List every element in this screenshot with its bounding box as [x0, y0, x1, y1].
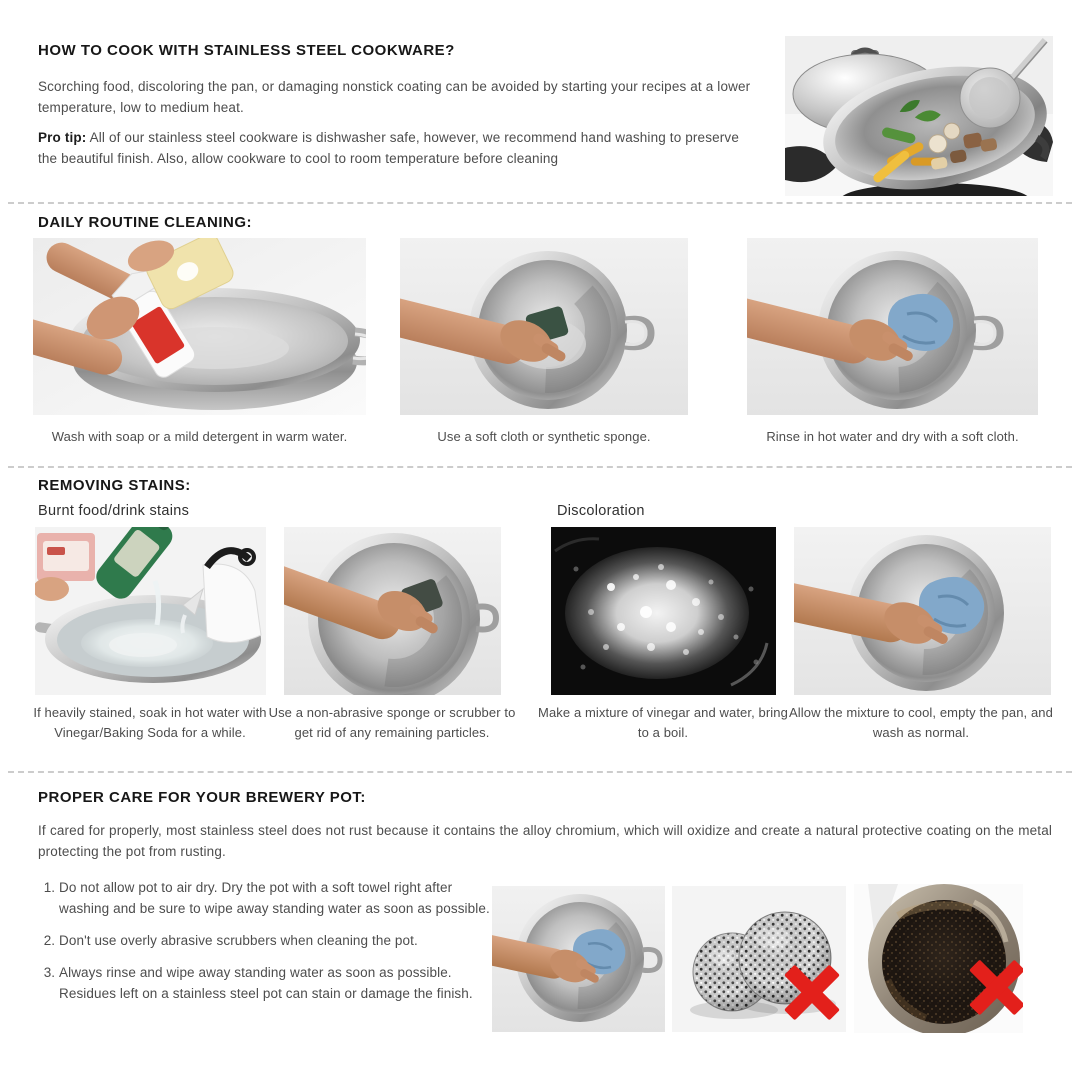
boiling-water-illustration: [551, 527, 776, 695]
care-list-item-2: 2. Don't use overly abrasive scrubbers when cleaning the pot.: [59, 931, 494, 952]
section-heading-daily-cleaning: DAILY ROUTINE CLEANING:: [38, 214, 253, 231]
subheading-burnt-stains: Burnt food/drink stains: [38, 503, 190, 519]
photo-wok-stirfry: [785, 36, 1053, 196]
section-heading-how-to-cook: HOW TO COOK WITH STAINLESS STEEL COOKWARE?: [38, 42, 455, 59]
photo-soak-vinegar: [35, 527, 266, 695]
subheading-discoloration: Discoloration: [557, 503, 645, 519]
caption-soft-sponge: Use a soft cloth or synthetic sponge.: [437, 429, 651, 444]
caption-soak-vinegar: If heavily stained, soak in hot water with Vinegar/Baking Soda for a while.: [33, 705, 267, 740]
care-instructions-list: [42, 878, 494, 1016]
caption-wash-soap: Wash with soap or a mild detergent in warm water.: [51, 429, 348, 444]
photo-steel-wool-scrubbers: [672, 886, 846, 1032]
care-list-item-3: 3. Always rinse and wipe away standing water as soon as possible. Residues left on a stainless steel pot can stain or damage the finish.: [59, 963, 494, 1005]
dashed-divider: [8, 466, 1072, 468]
photo-dry-with-towel: [492, 886, 665, 1032]
dashed-divider: [8, 202, 1072, 204]
pan-scrub-illustration: [284, 527, 501, 695]
caption-scrub-particles: Use a non-abrasive sponge or scrubber to get rid of any remaining particles.: [268, 705, 516, 740]
caption-boil-mixture: Make a mixture of vinegar and water, bring to a boil.: [538, 705, 788, 740]
red-x-icon: [784, 964, 840, 1020]
proper-care-paragraph: If cared for properly, most stainless steel does not rust because it contains the alloy chromium, which will oxidize and create a natural protective coating on the metal protecting the pot from rusting.: [38, 823, 1052, 860]
photo-burnt-stained-pot: [854, 884, 1023, 1033]
photo-boil-mixture: [551, 527, 776, 695]
dashed-divider: [8, 771, 1072, 773]
red-x-icon: [969, 959, 1023, 1015]
pot-cloth-illustration: [747, 238, 1038, 415]
pot-towel-illustration: [492, 886, 665, 1032]
photo-wash-with-soap: [33, 238, 366, 415]
pan-wipe-illustration: [794, 527, 1051, 695]
vinegar-pour-illustration: [35, 527, 266, 695]
section-heading-removing-stains: REMOVING STAINS:: [38, 477, 191, 494]
caption-rinse-dry: Rinse in hot water and dry with a soft cloth.: [766, 429, 1019, 444]
wok-stirfry-illustration: [785, 36, 1053, 196]
pro-tip-text: All of our stainless steel cookware is dishwasher safe, however, we recommend hand washing to preserve the beautiful finish. Also, allow cookware to cool to room temperature before cleaning: [38, 130, 739, 167]
photo-rinse-dry: [747, 238, 1038, 415]
how-to-cook-paragraph: Scorching food, discoloring the pan, or damaging nonstick coating can be avoided by starting your recipes at a lower temperature, low to medium heat.: [38, 79, 751, 116]
pro-tip-label: Pro tip:: [38, 130, 87, 145]
pro-tip-paragraph: [38, 127, 752, 170]
photo-wipe-cool: [794, 527, 1051, 695]
photo-scrub-particles: [284, 527, 501, 695]
caption-wipe-cool: Allow the mixture to cool, empty the pan, and wash as normal.: [789, 705, 1053, 740]
soap-pan-illustration: [33, 238, 366, 415]
care-list-item-1: 1. Do not allow pot to air dry. Dry the pot with a soft towel right after washing and be sure to wipe away standing water as soon as possible.: [59, 878, 494, 920]
pot-sponge-illustration: [400, 238, 688, 415]
photo-soft-sponge: [400, 238, 688, 415]
section-heading-proper-care: PROPER CARE FOR YOUR BREWERY POT:: [38, 789, 366, 806]
